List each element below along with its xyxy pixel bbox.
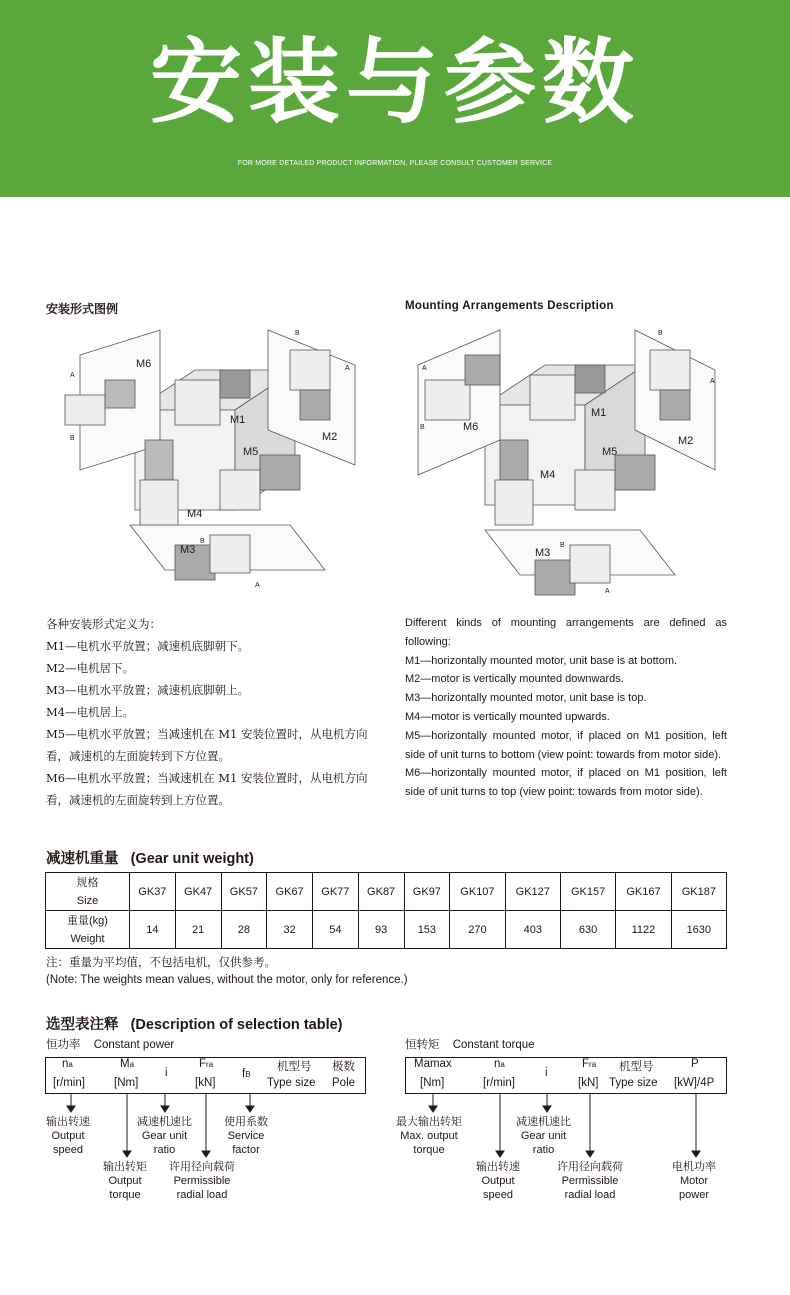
selection-section-title (46, 1013, 343, 1034)
weight-label-en: Weight (70, 932, 105, 945)
diagram-right-m6: M6 (463, 421, 479, 433)
weight-cell: 93 (358, 911, 404, 949)
desc-cn-line: M5—电机水平放置；当减速机在 M1 安装位置时，从电机方向看，减速机的左面旋转到下方位置。 (46, 727, 368, 763)
power-type-en: Type size (267, 1077, 316, 1089)
constant-power-cn: 恒功率 (46, 1037, 81, 1051)
desc-en-line: Different kinds of mounting arrangements are defined as following: (405, 617, 727, 648)
power-type-cn: 机型号 (277, 1059, 312, 1073)
torque-p-unit: [kW]/4P (674, 1077, 715, 1089)
power-fb: fB (242, 1068, 251, 1080)
size-cell: GK167 (616, 873, 671, 911)
desc-cn-line: M1—电机水平放置；减速机底脚朝下。 (46, 639, 250, 653)
torque-label-motor-power: 电机功率 Motor power (672, 1160, 716, 1201)
weight-section-title (46, 847, 254, 868)
desc-en-line: M4—motor is vertically mounted upwards. (405, 710, 610, 723)
torque-label-max-output-torque: 最大输出转矩 Max. output torque (396, 1115, 462, 1156)
torque-fra: Fra (582, 1058, 597, 1070)
torque-mamax: Mamax (414, 1058, 452, 1070)
size-cell: GK107 (450, 873, 505, 911)
diagram-left-label-b: B (295, 330, 300, 337)
weight-cell: 21 (175, 911, 221, 949)
size-cell: GK127 (505, 873, 560, 911)
desc-cn-line: M3—电机水平放置；减速机底脚朝上。 (46, 683, 250, 697)
weight-table (45, 872, 727, 949)
mounting-diagram-left (50, 325, 380, 605)
diagram-left-m2: M2 (322, 431, 338, 443)
table-row (46, 911, 727, 949)
power-ma: Ma (120, 1058, 135, 1070)
diagram-right-label-a: A (605, 588, 610, 595)
torque-fra-unit: [kN] (578, 1077, 599, 1089)
desc-en-line: M6—horizontally mounted motor, if placed on M1 position, left side of unit turns to top (view point: towards from motor side). (405, 767, 727, 799)
mounting-heading-en: Mounting Arrangements Description (405, 300, 614, 312)
constant-power-caption (46, 1036, 174, 1052)
selection-title-en: (Description of selection table) (130, 1017, 343, 1033)
size-cell: GK187 (671, 873, 726, 911)
power-fra: Fra (199, 1058, 214, 1070)
weight-cell: 28 (221, 911, 267, 949)
torque-label-radial-load: 许用径向载荷 Permissible radial load (557, 1160, 623, 1201)
weight-cell: 32 (267, 911, 313, 949)
torque-na-unit: [r/min] (483, 1077, 515, 1089)
diagram-left-label-a: A (70, 372, 75, 379)
power-label-output-speed: 输出转速 Output speed (46, 1115, 90, 1156)
size-cell: GK57 (221, 873, 267, 911)
torque-type-en: Type size (609, 1077, 658, 1089)
diagram-left-m1: M1 (230, 414, 246, 426)
diagram-right-m4: M4 (540, 469, 556, 481)
torque-p: P (691, 1058, 699, 1070)
desc-cn-line: M2—电机居下。 (46, 661, 135, 675)
mounting-heading-cn: 安装形式图例 (46, 302, 119, 316)
power-na-unit: [r/min] (53, 1077, 85, 1089)
power-fra-unit: [kN] (195, 1077, 216, 1089)
power-pole-cn: 极数 (332, 1059, 355, 1073)
size-cell: GK157 (560, 873, 615, 911)
torque-label-gear-ratio: 减速机速比 Gear unit ratio (516, 1115, 571, 1156)
size-cell: GK97 (404, 873, 450, 911)
torque-type-cn: 机型号 (619, 1059, 654, 1073)
desc-cn-line: 各种安装形式定义为： (46, 617, 161, 631)
table-row (46, 873, 727, 911)
weight-cell: 14 (130, 911, 176, 949)
banner-title: 安装与参数 (149, 29, 640, 136)
diagram-left-m3: M3 (180, 544, 196, 556)
power-pole-en: Pole (332, 1077, 356, 1089)
weight-cell: 630 (560, 911, 615, 949)
diagram-left-label-a: A (345, 365, 350, 372)
diagram-right-m2: M2 (678, 435, 694, 447)
power-label-gear-ratio: 减速机速比 Gear unit ratio (137, 1115, 192, 1156)
weight-note-en: (Note: The weights mean values, without the motor, only for reference.) (46, 974, 408, 986)
diagram-left-m4: M4 (187, 508, 203, 520)
constant-torque-cn: 恒转矩 (405, 1037, 440, 1051)
desc-en-line: M3—horizontally mounted motor, unit base is top. (405, 692, 647, 705)
weight-cell: 270 (450, 911, 505, 949)
weight-label-cn: 重量(kg) (67, 914, 108, 927)
torque-mamax-unit: [Nm] (420, 1077, 445, 1089)
power-ma-unit: [Nm] (114, 1077, 139, 1089)
mounting-diagram-right (410, 325, 730, 605)
torque-na: na (494, 1058, 505, 1070)
weight-cell: 1630 (671, 911, 726, 949)
mounting-description-cn (46, 613, 376, 811)
diagram-right-m1: M1 (591, 407, 607, 419)
diagram-right-label-a: A (710, 378, 715, 385)
diagram-left-label-b: B (70, 435, 75, 442)
weight-note-cn: 注：重量为平均值，不包括电机，仅供参考。 (46, 955, 276, 969)
header-banner (0, 0, 790, 197)
diagram-left-m6: M6 (136, 358, 152, 370)
constant-power-en: Constant power (93, 1039, 175, 1051)
size-cell: GK37 (130, 873, 176, 911)
weight-cell: 153 (404, 911, 450, 949)
size-cell: GK47 (175, 873, 221, 911)
mounting-description-en (405, 614, 727, 802)
torque-i: i (545, 1067, 548, 1079)
weight-title-en: (Gear unit weight) (130, 851, 254, 867)
size-cell: GK67 (267, 873, 313, 911)
size-cell: GK87 (358, 873, 404, 911)
desc-en-line: M2—motor is vertically mounted downwards. (405, 673, 624, 686)
diagram-right-label-b: B (658, 330, 663, 337)
banner-subtitle: FOR MORE DETAILED PRODUCT INFORMATION, PLEASE CONSULT CUSTOMER SERVICE (237, 160, 553, 167)
power-i: i (165, 1067, 168, 1079)
weight-title-cn: 减速机重量 (46, 851, 119, 867)
size-header-cell (46, 873, 130, 911)
diagram-left-label-b: B (200, 538, 205, 545)
diagram-right-m5: M5 (602, 446, 618, 458)
size-label-en: Size (76, 894, 99, 907)
desc-en-line: M1—horizontally mounted motor, unit base is at bottom. (405, 654, 678, 667)
weight-cell: 403 (505, 911, 560, 949)
diagram-left-label-a: A (255, 582, 260, 589)
selection-title-cn: 选型表注释 (46, 1017, 119, 1033)
diagram-right-m3: M3 (535, 547, 551, 559)
torque-label-output-speed: 输出转速 Output speed (476, 1160, 520, 1201)
size-label-cn: 规格 (76, 876, 99, 889)
constant-torque-caption (405, 1036, 535, 1052)
desc-cn-line: M6—电机水平放置；当减速机在 M1 安装位置时，从电机方向看，减速机的左面旋转到上方位置。 (46, 771, 368, 807)
power-label-service-factor: 使用系数 Service factor (224, 1115, 268, 1156)
weight-cell: 1122 (616, 911, 671, 949)
power-label-radial-load: 许用径向载荷 Permissible radial load (169, 1160, 235, 1201)
constant-torque-en: Constant torque (452, 1039, 535, 1051)
weight-cell: 54 (313, 911, 359, 949)
weight-header-cell (46, 911, 130, 949)
power-label-output-torque: 输出转矩 Output torque (103, 1160, 147, 1201)
diagram-left-m5: M5 (243, 446, 259, 458)
desc-cn-line: M4—电机居上。 (46, 705, 135, 719)
desc-en-line: M5—horizontally mounted motor, if placed on M1 position, left side of unit turns to bottom (view point: towards from motor side). (405, 729, 727, 761)
diagram-right-label-b: B (420, 424, 425, 431)
diagram-right-label-a: A (422, 365, 427, 372)
diagram-right-label-b: B (560, 542, 565, 549)
size-cell: GK77 (313, 873, 359, 911)
power-na: na (62, 1058, 73, 1070)
